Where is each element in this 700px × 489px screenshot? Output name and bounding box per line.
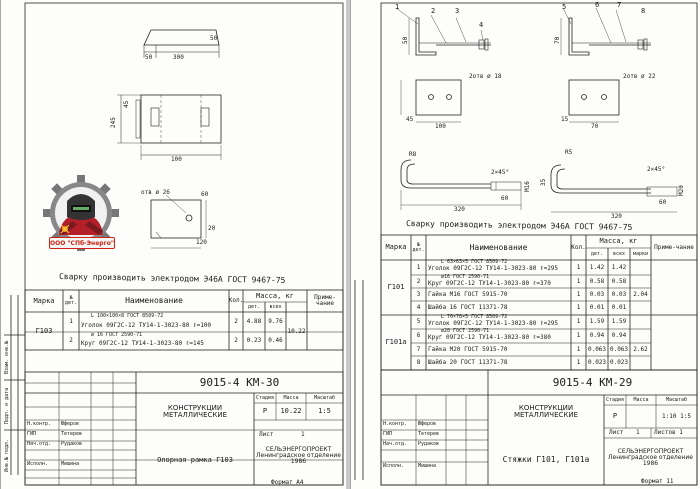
th-num: № дет. bbox=[412, 241, 425, 253]
chamfer-2: 2×45° bbox=[647, 166, 666, 173]
person-name: Мишина bbox=[418, 463, 437, 469]
person-role: Исполн. bbox=[27, 461, 49, 467]
row-mdet: 0.23 bbox=[246, 337, 262, 344]
person-name: Рудаков bbox=[418, 441, 440, 447]
th-mass-mark: марки bbox=[632, 250, 649, 257]
person-name: Тетерев bbox=[61, 431, 83, 437]
stamp-stage-h: Стадия bbox=[255, 394, 275, 401]
row-m-det: 0.94 bbox=[589, 332, 605, 339]
row-m-all: 0.03 bbox=[611, 290, 627, 298]
row-m-mark bbox=[630, 260, 651, 275]
callout: 5 bbox=[562, 3, 567, 11]
stamp-part: Опорная рамка Г103 bbox=[157, 455, 233, 464]
person-name: Тетерев bbox=[418, 431, 440, 437]
person-role: Нач.отд. bbox=[383, 441, 408, 447]
person-role: Н.контр. bbox=[383, 421, 408, 427]
stamp-stage: Р bbox=[612, 412, 618, 420]
th-mass-all: всех bbox=[269, 303, 282, 310]
row-m-mark bbox=[630, 315, 651, 329]
hole-label: отв ø 26 bbox=[141, 189, 170, 196]
row-num: 1 bbox=[69, 318, 73, 325]
row-m-mark bbox=[630, 329, 651, 343]
callout: 8 bbox=[641, 7, 646, 15]
th-mass: Масса, кг bbox=[256, 291, 294, 300]
doc-code: 9015-4 КМ-30 bbox=[199, 376, 280, 389]
dim-300: 300 bbox=[173, 54, 184, 61]
dim-50: 50 bbox=[402, 36, 409, 44]
logo-caption: ООО "СПб-Энерго" bbox=[49, 237, 115, 249]
stamp-mass-h: Масса bbox=[283, 394, 299, 401]
drawing-sheet-km30 bbox=[0, 0, 348, 489]
format-label: Формат 11 bbox=[641, 478, 674, 485]
row-m-all: 0.023 bbox=[609, 359, 629, 366]
dim-70: 70 bbox=[554, 36, 561, 44]
stamp-scale: 1:5 bbox=[318, 407, 331, 415]
th-mass: Масса, кг bbox=[599, 237, 638, 245]
dim-320b: 320 bbox=[611, 213, 622, 220]
dim-35: 35 bbox=[540, 178, 547, 186]
row-num: 1 bbox=[416, 263, 421, 271]
row-qty: 1 bbox=[576, 304, 581, 311]
row-m-mark: 2.04 bbox=[633, 290, 648, 298]
radius-r8: R8 bbox=[409, 151, 417, 158]
table-mark: Г103 bbox=[35, 326, 53, 335]
callout: 3 bbox=[455, 7, 460, 15]
company-logo bbox=[39, 175, 124, 255]
row-m-det: 0.01 bbox=[589, 304, 605, 311]
row-num: 2 bbox=[416, 277, 421, 285]
row-num: 5 bbox=[416, 318, 421, 325]
stamp-org: СЕЛЬЭНЕРГОПРОЕКТ Ленинградское отделение 1986 bbox=[608, 448, 693, 467]
stamp-scale: 1:10 1:5 bbox=[662, 412, 691, 420]
callout: 6 bbox=[595, 1, 600, 9]
dim-45: 45 bbox=[406, 116, 414, 123]
row-mall: 9.76 bbox=[268, 318, 283, 325]
row-name: Гайка М20 ГОСТ 5915-70 bbox=[428, 346, 508, 353]
row-qty: 1 bbox=[576, 345, 581, 353]
row-name-top: ø 16 ГОСТ 2590-71 bbox=[91, 332, 143, 338]
row-m-det: 0.58 bbox=[589, 277, 605, 285]
row-name: Гайка М16 ГОСТ 5915-70 bbox=[428, 291, 508, 298]
stamp-sheets: Листов 1 bbox=[654, 429, 683, 436]
row-m-mark bbox=[630, 275, 651, 288]
row-m-all: 1.59 bbox=[611, 318, 627, 325]
dim-60b: 60 bbox=[659, 199, 667, 206]
dim-100: 100 bbox=[171, 156, 182, 163]
row-name: Уголок 09Г2С-12 ТУ14-1-3023-80 ℓ=295 bbox=[428, 320, 559, 327]
stamp-part: Стяжки Г101, Г101а bbox=[502, 455, 590, 464]
radius-r5: R5 bbox=[565, 149, 573, 156]
th-note: Приме-чание bbox=[314, 294, 336, 307]
row-m-all: 1.42 bbox=[611, 263, 627, 271]
stamp-sheet-num: 1 bbox=[301, 431, 305, 438]
doc-code: 9015-4 КМ-29 bbox=[552, 376, 633, 389]
weld-note: Сварку производить электродом Э46А ГОСТ 9467-75 bbox=[58, 272, 286, 285]
row-m-all: 0.01 bbox=[611, 304, 627, 311]
row-m-det: 0.03 bbox=[589, 290, 605, 298]
person-role: Исполн. bbox=[383, 463, 405, 469]
table-mark: Г101 bbox=[387, 283, 405, 291]
stamp-stage: Р bbox=[262, 407, 268, 415]
thread-m16: М16 bbox=[524, 181, 531, 192]
stamp-org: СЕЛЬЭНЕРГОПРОЕКТ Ленинградское отделение 1986 bbox=[256, 446, 341, 465]
row-name-top: L 100×100×8 ГОСТ 8509-72 bbox=[91, 313, 164, 319]
dim-320a: 320 bbox=[454, 206, 465, 213]
callout: 4 bbox=[479, 21, 484, 29]
row-num: 3 bbox=[416, 290, 421, 298]
row-m-mark: 2.62 bbox=[633, 345, 648, 353]
row-mmark: 10.22 bbox=[287, 328, 306, 335]
row-name-top: L 70×70×5 ГОСТ 8509-72 bbox=[441, 314, 508, 320]
table-mark: Г101а bbox=[385, 338, 407, 346]
dim-50b: 50 bbox=[210, 35, 218, 42]
th-qty: Кол. bbox=[229, 297, 243, 304]
person-role: ГИП bbox=[383, 431, 393, 437]
stamp-mass-h: Масса bbox=[633, 396, 649, 403]
binding-label: Подп. и дата bbox=[4, 387, 10, 424]
callout: 1 bbox=[395, 3, 400, 11]
callout: 2 bbox=[431, 7, 436, 15]
row-m-det: 1.59 bbox=[589, 318, 605, 325]
row-name-top: ø16 ГОСТ 2590-71 bbox=[441, 274, 490, 280]
row-m-all: 0.063 bbox=[609, 345, 629, 353]
row-qty: 2 bbox=[234, 337, 238, 344]
row-name-top: L 63×63×5 ГОСТ 8509-72 bbox=[441, 259, 508, 265]
dim-45: 45 bbox=[123, 100, 130, 108]
row-mdet: 4.88 bbox=[246, 318, 262, 325]
dim-60a: 60 bbox=[501, 195, 509, 202]
row-m-all: 0.58 bbox=[611, 277, 627, 285]
row-name-top: ø20 ГОСТ 2590-71 bbox=[441, 328, 490, 334]
person-name: Юферов bbox=[418, 421, 437, 427]
row-name: Круг 09Г2С-12 ТУ14-1-3023-80 ℓ=370 bbox=[428, 280, 551, 287]
person-name: Мишина bbox=[61, 461, 80, 467]
row-qty: 1 bbox=[576, 318, 581, 325]
row-num: 2 bbox=[69, 337, 73, 344]
person-role: Н.контр. bbox=[27, 421, 52, 427]
person-name: Юферов bbox=[61, 421, 80, 427]
row-num: 8 bbox=[416, 359, 421, 366]
th-mark: Марка bbox=[385, 243, 407, 251]
stamp-sheet-label: Лист bbox=[259, 431, 274, 438]
row-qty: 1 bbox=[576, 277, 581, 285]
dim-100: 100 bbox=[435, 123, 446, 130]
stamp-scale-h: Масштаб bbox=[665, 396, 688, 403]
hole-label-2: 2отв ø 22 bbox=[623, 73, 656, 80]
row-name: Уголок 09Г2С-12 ТУ14-1-3023-80 ℓ=100 bbox=[81, 322, 212, 329]
row-qty: 1 bbox=[576, 359, 581, 366]
dim-245: 245 bbox=[110, 117, 117, 128]
row-num: 4 bbox=[416, 304, 421, 311]
stamp-title: КОНСТРУКЦИИ МЕТАЛЛИЧЕСКИЕ bbox=[513, 404, 579, 419]
thread-m20: М20 bbox=[678, 185, 685, 196]
person-role: ГИП bbox=[27, 431, 37, 437]
row-name: Шайба 16 ГОСТ 11371-78 bbox=[428, 304, 508, 311]
hole-label-1: 2отв ø 18 bbox=[469, 73, 502, 80]
row-mall: 0.46 bbox=[268, 337, 283, 344]
row-qty: 1 bbox=[576, 290, 581, 298]
callout: 7 bbox=[617, 1, 622, 9]
person-role: Нач.отд. bbox=[27, 441, 52, 447]
dim-120: 120 bbox=[196, 239, 207, 246]
row-m-det: 0.063 bbox=[587, 345, 607, 353]
chamfer-1: 2×45° bbox=[491, 169, 510, 176]
weld-note: Сварку производить электродом Э46А ГОСТ 9467-75 bbox=[405, 219, 633, 232]
row-name: Круг 09Г2С-12 ТУ14-1-3023-80 ℓ=145 bbox=[81, 340, 204, 347]
stamp-stage-h: Стадия bbox=[605, 396, 625, 403]
row-m-det: 0.023 bbox=[587, 359, 607, 366]
row-m-det: 1.42 bbox=[589, 263, 605, 271]
row-num: 7 bbox=[416, 345, 421, 353]
row-qty: 1 bbox=[576, 263, 581, 271]
dim-70b: 70 bbox=[591, 123, 599, 130]
binding-label: Инв.№ подл. bbox=[4, 438, 10, 472]
row-qty: 2 bbox=[234, 318, 238, 325]
th-name: Наименование bbox=[125, 296, 183, 305]
th-num: № дет. bbox=[64, 295, 78, 306]
dim-15: 15 bbox=[561, 116, 569, 123]
row-num: 6 bbox=[416, 332, 421, 339]
row-m-mark bbox=[630, 356, 651, 370]
format-label: Формат А4 bbox=[271, 479, 304, 486]
binding-label: Взам. инв.№ bbox=[4, 340, 10, 374]
th-qty: Кол. bbox=[571, 243, 586, 251]
row-qty: 1 bbox=[576, 332, 581, 339]
row-name: Уголок 09Г2С-12 ТУ14-1-3023-80 ℓ=295 bbox=[428, 265, 559, 272]
stamp-sheet-num: 1 bbox=[636, 429, 640, 436]
th-mark: Марка bbox=[33, 296, 55, 305]
th-mass-det: дет. bbox=[590, 250, 604, 257]
drawing-sheet-km29 bbox=[350, 0, 700, 489]
stamp-title: КОНСТРУКЦИИ МЕТАЛЛИЧЕСКИЕ bbox=[162, 404, 228, 419]
dim-60: 60 bbox=[201, 191, 209, 198]
stamp-sheet-label: Лист bbox=[609, 429, 624, 436]
row-name: Шайба 20 ГОСТ 11371-78 bbox=[428, 359, 508, 366]
row-m-mark bbox=[630, 301, 651, 315]
th-mass-all: всех bbox=[612, 250, 626, 257]
th-note: Приме-чание bbox=[654, 243, 694, 251]
stamp-scale-h: Масштаб bbox=[313, 394, 336, 401]
th-mass-det: дет. bbox=[247, 303, 261, 310]
dim-20: 20 bbox=[208, 225, 216, 232]
stamp-mass: 10.22 bbox=[280, 407, 302, 415]
row-name: Круг 09Г2С-12 ТУ14-1-3023-80 ℓ=380 bbox=[428, 334, 551, 341]
person-name: Рудаков bbox=[61, 441, 83, 447]
th-name: Наименование bbox=[469, 242, 528, 252]
row-m-all: 0.94 bbox=[611, 332, 627, 339]
dim-50: 50 bbox=[145, 54, 153, 61]
